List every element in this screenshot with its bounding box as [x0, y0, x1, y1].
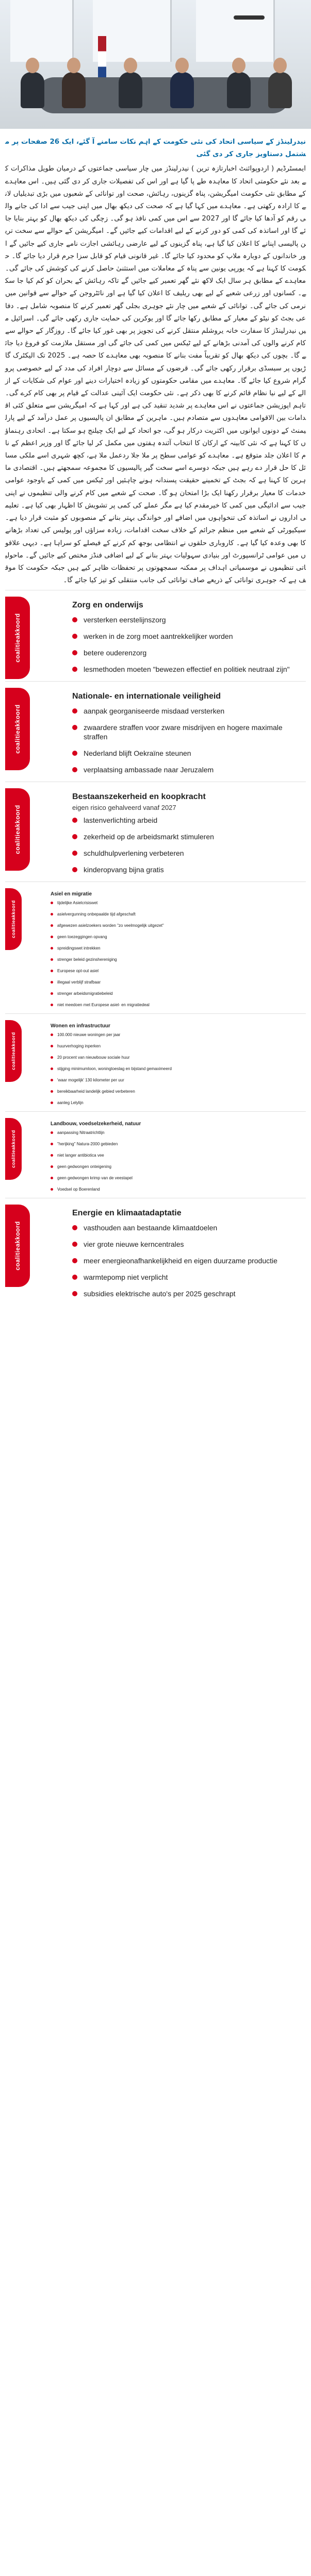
coalition-tab [5, 1118, 22, 1180]
bullet-icon [51, 1131, 53, 1134]
coalition-tab-label: coalitieakkoord [11, 1032, 16, 1071]
list-item-text: tijdelijke Asielcrisiswet [57, 901, 98, 906]
photo-person [227, 72, 251, 108]
bullet-icon [51, 1079, 53, 1081]
list-item [72, 632, 306, 641]
card-list [72, 816, 306, 874]
list-item-text: afgewezen asielzoekers worden "zo veelmogelijk uitgezet" [57, 923, 164, 928]
list-item-text: Nederland blijft Oekraïne steunen [84, 749, 191, 758]
coalition-card-zorg [5, 590, 306, 674]
list-item-text: verplaatsing ambassade naar Jeruzalem [84, 766, 214, 774]
bullet-icon [72, 867, 77, 872]
bullet-icon [72, 667, 77, 672]
bullet-icon [51, 1177, 53, 1179]
bullet-icon [51, 1090, 53, 1093]
list-item-text: illegaal verblijf strafbaar [57, 980, 101, 985]
list-item-text: geen gedwongen onteigening [57, 1164, 111, 1170]
list-item [51, 1100, 306, 1106]
list-item [72, 1256, 306, 1265]
article-lead: نیدرلینڈز کے سیاسی اتحاد کی نئی حکومت کے اہم نکات سامنے آ گئے، ایک 26 صفحات پر مشتمل دستاویز جاری کر دی گئی [5, 138, 306, 159]
list-item [51, 1141, 306, 1147]
list-item [72, 816, 306, 825]
bullet-icon [72, 650, 77, 655]
bullet-icon [72, 1275, 77, 1280]
list-item [72, 849, 306, 858]
photo-person [170, 72, 194, 108]
list-item-text: aanpassing Nitraatrichtlijn [57, 1130, 105, 1136]
article [0, 129, 311, 590]
list-item-text: zekerheid op de arbeidsmarkt stimuleren [84, 833, 214, 841]
list-item-text: aanleg Lelylijn [57, 1100, 84, 1106]
card-title: Landbouw, voedselzekerheid, natuur [51, 1121, 141, 1127]
list-item [72, 1289, 306, 1298]
list-item [51, 1032, 306, 1038]
coalition-tab [5, 788, 30, 871]
list-item-text: aanpak georganiseerde misdaad versterken [84, 707, 225, 716]
list-item-text: vier grote nieuwe kerncentrales [84, 1240, 184, 1249]
card-list [51, 1032, 306, 1106]
coalition-tab-label: coalitieakkoord [14, 805, 21, 855]
list-item [72, 749, 306, 758]
list-item [72, 765, 306, 774]
coalition-tab [5, 688, 30, 770]
list-item-text: strenger beleid gezinshereniging [57, 957, 117, 962]
list-item [51, 1153, 306, 1158]
list-item-text: Europese opt-out asiel [57, 969, 99, 974]
coalition-tab-label: coalitieakkoord [11, 900, 16, 939]
card-title: Nationale- en internationale veiligheid [72, 692, 221, 701]
list-item [72, 1273, 306, 1282]
list-item-text: Voedsel op Boerenland [57, 1187, 100, 1192]
list-item [51, 979, 306, 985]
list-item [72, 615, 306, 624]
list-item-text: kinderopvang bijna gratis [84, 866, 164, 874]
list-item-text: niet langer antibiotica vee [57, 1153, 104, 1158]
bullet-icon [51, 913, 53, 916]
coalition-tab-label: coalitieakkoord [11, 1130, 16, 1168]
photo-head [273, 58, 287, 73]
card-content [51, 891, 306, 1008]
card-title: Energie en klimaatadaptatie [72, 1209, 182, 1218]
bullet-icon [51, 981, 53, 984]
bullet-icon [51, 1004, 53, 1006]
card-list [51, 1130, 306, 1192]
bullet-icon [51, 1154, 53, 1157]
list-item [51, 1089, 306, 1094]
list-item-text: lastenverlichting arbeid [84, 816, 158, 825]
card-list [72, 615, 306, 674]
card-title: Zorg en onderwijs [72, 601, 143, 610]
list-item [51, 1175, 306, 1181]
list-item [72, 648, 306, 657]
list-item [51, 1077, 306, 1083]
list-item-text: 100.000 nieuwe woningen per jaar [57, 1032, 121, 1038]
list-item-text: bereikbaarheid landelijk gebied verbeteren [57, 1089, 135, 1094]
list-item-text: zwaardere straffen voor zware misdrijven en hogere maximale straffen [84, 723, 283, 741]
card-subtitle: eigen risico gehalveerd vanaf 2027 [72, 804, 176, 812]
card-content [51, 1121, 306, 1192]
list-item-text: geen gedwongen krimp van de veestapel [57, 1176, 133, 1181]
bullet-icon [72, 1291, 77, 1296]
coalition-card-wonen [5, 1013, 306, 1106]
list-item [72, 1223, 306, 1232]
photo-window [10, 0, 74, 62]
coalition-tab-label: coalitieakkoord [14, 704, 21, 754]
bullet-icon [51, 924, 53, 927]
coalition-tab-label: coalitieakkoord [14, 1221, 21, 1271]
photo-flag [98, 36, 106, 82]
list-item [51, 1043, 306, 1049]
photo-head [175, 58, 189, 73]
card-title: Wonen en infrastructuur [51, 1023, 110, 1029]
bullet-icon [72, 725, 77, 730]
bullet-icon [51, 936, 53, 938]
list-item-text: "herijking" Natura-2000 gebieden [57, 1142, 118, 1147]
list-item-text: stijging minimumloon, woningtoeslag en bijstand gemaximeerd [57, 1066, 172, 1072]
bullet-icon [72, 1225, 77, 1230]
photo-head [124, 58, 137, 73]
coalition-tab-label: coalitieakkoord [14, 613, 21, 663]
photo-head [232, 58, 245, 73]
list-item [72, 865, 306, 874]
bullet-icon [51, 1033, 53, 1036]
photo-head [26, 58, 39, 73]
list-item [51, 1187, 306, 1192]
bullet-icon [72, 1242, 77, 1247]
card-list [72, 1223, 306, 1298]
card-content [72, 601, 306, 674]
photo-head [67, 58, 80, 73]
coalition-card-asiel [5, 882, 306, 1008]
bullet-icon [51, 1165, 53, 1168]
list-item-text: strenger arbeidsmigratiebeleid [57, 991, 113, 996]
list-item [72, 1240, 306, 1249]
bullet-icon [72, 708, 77, 714]
bullet-icon [72, 818, 77, 823]
coalition-tab [5, 1020, 22, 1082]
coalition-tab [5, 1205, 30, 1287]
coalition-tab [5, 597, 30, 679]
bullet-icon [72, 617, 77, 622]
list-item [72, 706, 306, 716]
coalition-card-bestaanszekerheid [5, 782, 306, 874]
bullet-icon [51, 992, 53, 995]
list-item-text: meer energieonafhankelijkheid en eigen duurzame productie [84, 1257, 277, 1265]
bullet-icon [72, 834, 77, 839]
list-item-text: huurverhoging inperken [57, 1044, 101, 1049]
coalition-card-veiligheid [5, 681, 306, 774]
bullet-icon [72, 634, 77, 639]
bullet-icon [51, 1056, 53, 1059]
list-item-text: 'waar mogelijk' 130 kilometer per uur [57, 1078, 124, 1083]
article-photo [0, 0, 311, 129]
list-item-text: subsidies elektrische auto's per 2025 geschrapt [84, 1290, 236, 1298]
list-item [51, 911, 306, 917]
bullet-icon [72, 1258, 77, 1263]
photo-lamp [234, 15, 265, 20]
bullet-icon [72, 767, 77, 772]
list-item-text: betere ouderenzorg [84, 649, 147, 657]
list-item [51, 1002, 306, 1008]
list-item [51, 900, 306, 906]
bullet-icon [72, 751, 77, 756]
photo-person [62, 72, 86, 108]
bullet-icon [51, 902, 53, 904]
bullet-icon [51, 947, 53, 950]
list-item [51, 1055, 306, 1060]
photo-person [21, 72, 44, 108]
coalition-tab [5, 888, 22, 950]
card-list [72, 706, 306, 774]
list-item-text: versterken eerstelijnszorg [84, 616, 166, 624]
list-item-text: asielvergunning onbepaalde tijd afgeschaft [57, 912, 136, 917]
list-item [51, 968, 306, 974]
list-item-text: lesmethoden moeten "bewezen effectief en politiek neutraal zijn" [84, 665, 290, 674]
card-content [72, 792, 306, 874]
card-content [72, 1209, 306, 1298]
list-item [51, 934, 306, 940]
article-body: ایمسٹرڈیم ( اردوپوائنٹ اخبارتازہ ترین ) نیدرلینڈز میں چار سیاسی جماعتوں کے درمیان طویل مذاکرات کے بعد نئے حکومتی اتحاد کا معاہدہ طے پا گیا ہے اور اس کی تفصیلات جاری کر دی گئی ہیں۔ اس معاہدے کے مطابق نئی حکومت امیگریشن، پناہ گزینوں، رہائش، صحت اور توانائی کے شعبوں میں بڑی تبدیلیاں لانے کا ارادہ رکھتی ہے۔ معاہدے میں کہا گیا ہے کہ صحت کی دیکھ بھال میں اپنی جیب سے ادا کی جانے والی رقم کو آدھا کیا جائے گا اور 2027 سے اس میں کمی نافذ ہو گی۔ زچگی کی دیکھ بھال کو بہتر بنایا جائے گا اور اساتذہ کی کمی کو دور کرنے کے لیے اقدامات کیے جائیں گے۔ امیگریشن کے حوالے سے سخت ترین پالیسی اپنانے کا اعلان کیا گیا ہے، پناہ گزینوں کے لیے عارضی رہائشی اجازت نامے جاری کیے جائیں گے اور خاندانوں کے دوبارہ ملاپ کو محدود کیا جائے گا۔ غیر قانونی قیام کو قابل سزا جرم قرار دیا جائے گا۔ حکومت کا کہنا ہے کہ یورپی یونین سے پناہ کے معاملات میں استثنیٰ حاصل کرنے کی کوشش کی جائے گی۔ معاہدے کے مطابق ہر سال ایک لاکھ نئے گھر تعمیر کیے جائیں گے تاکہ رہائش کے بحران کو کم کیا جا سکے۔ کسانوں اور زرعی شعبے کے لیے بھی ریلیف کا اعلان کیا گیا ہے اور نائٹروجن کے حوالے سے قوانین میں نرمی کی جائے گی۔ توانائی کے شعبے میں چار نئے جوہری بجلی گھر تعمیر کرنے کا منصوبہ شامل ہے۔ دفاعی بجٹ کو نیٹو کے معیار کے مطابق رکھا جائے گا اور یوکرین کی حمایت جاری رکھی جائے گی۔ اسرائیل میں نیدرلینڈز کا سفارت خانہ یروشلم منتقل کرنے کی تجویز پر بھی غور کیا جائے گا۔ روزگار کے حوالے سے کام کرنے والوں کی آمدنی بڑھانے کے لیے ٹیکس میں کمی کی جائے گی اور مستقل ملازمت کو فروغ دیا جائے گا۔ بچوں کی دیکھ بھال کو تقریباً مفت بنانے کا منصوبہ بھی معاہدے کا حصہ ہے۔ 2025 تک الیکٹرک گاڑیوں پر سبسڈی برقرار رکھی جائے گی۔ قرضوں کے مسائل سے دوچار افراد کی مدد کے لیے خصوصی پروگرام شروع کیا جائے گا۔ معاہدے میں مقامی حکومتوں کو زیادہ اختیارات دینے اور عوام کی شکایات کے ازالے کے لیے نیا نظام قائم کرنے کا بھی ذکر ہے۔ نئی حکومت ایک آئینی عدالت کے قیام پر بھی کام کرے گی۔ تاہم اپوزیشن جماعتوں نے اس معاہدے پر شدید تنقید کی ہے اور کہا ہے کہ امیگریشن سے متعلق کئی اقدامات بین الاقوامی معاہدوں سے متصادم ہیں۔ ماہرین کے مطابق ان پالیسیوں پر عمل درآمد کے لیے پارلیمنٹ کے دونوں ایوانوں میں اکثریت درکار ہو گی، جو اتحاد کے لیے ایک چیلنج ہو سکتا ہے۔ اتحادی رہنماؤں کا کہنا ہے کہ نئی کابینہ کے ارکان کا انتخاب آئندہ ہفتوں میں مکمل کر لیا جائے گا اور وزیر اعظم کے نام کا اعلان جلد متوقع ہے۔ معاہدے کو عوامی سطح پر ملا جلا ردعمل ملا ہے، کچھ شہری اسے ملکی مسائل کا حل قرار دے رہے ہیں جبکہ دوسرے اسے سخت گیر پالیسیوں کا مجموعہ سمجھتے ہیں۔ اقتصادی ماہرین کا کہنا ہے کہ بجٹ کے تخمینے حقیقت پسندانہ ہونے چاہئیں اور ٹیکس میں کمی کے باوجود عوامی خدمات کا معیار برقرار رکھنا ایک بڑا امتحان ہو گا۔ صحت کے شعبے میں کام کرنے والی تنظیموں نے اپنی جیب سے ادائیگی میں کمی کا خیرمقدم کیا ہے مگر عملے کی کمی پر تشویش کا اظہار بھی کیا ہے۔ تعلیمی اداروں نے اساتذہ کی تنخواہوں میں اضافے اور خواندگی بہتر بنانے کے منصوبوں کو مثبت قرار دیا ہے۔ سیکیورٹی کے شعبے میں منظم جرائم کے خلاف سخت اقدامات، زیادہ سزاؤں اور پولیس کی تعداد بڑھانے کا بھی وعدہ کیا گیا ہے۔ کاروباری حلقوں نے انتظامی بوجھ کم کرنے کے فیصلے کو سراہا ہے۔ دیہی علاقوں میں عوامی ٹرانسپورٹ اور بنیادی سہولیات بہتر بنانے کے لیے اضافی فنڈز مختص کیے جائیں گے۔ ماحولیاتی تنظیموں نے موسمیاتی اہداف پر ممکنہ سمجھوتوں پر تحفظات ظاہر کیے ہیں جبکہ حکومت کا موقف ہے کہ جوہری توانائی کے ذریعے صاف توانائی کی جانب منتقلی کو تیز کیا جائے گا۔ [5, 165, 306, 585]
bullet-icon [51, 1067, 53, 1070]
card-list [51, 900, 306, 1008]
card-title: Bestaanszekerheid en koopkracht [72, 792, 206, 802]
list-item-text: vasthouden aan bestaande klimaatdoelen [84, 1224, 218, 1232]
list-item [72, 832, 306, 841]
list-item [51, 1066, 306, 1072]
list-item-text: werken in de zorg moet aantrekkelijker worden [84, 632, 233, 641]
bullet-icon [51, 1143, 53, 1145]
list-item-text: niet meedoen met Europese asiel- en migratiedeal [57, 1003, 150, 1008]
bullet-icon [51, 1045, 53, 1047]
list-item [51, 1130, 306, 1136]
bullet-icon [72, 851, 77, 856]
card-content [51, 1023, 306, 1106]
list-item [51, 991, 306, 996]
card-title: Asiel en migratie [51, 891, 92, 897]
coalition-card-energie [5, 1198, 306, 1298]
list-item [72, 723, 306, 741]
list-item [72, 665, 306, 674]
list-item-text: warmtepomp niet verplicht [84, 1273, 168, 1282]
list-item [51, 957, 306, 962]
bullet-icon [51, 1188, 53, 1191]
list-item-text: 20 procent van nieuwbouw sociale huur [57, 1055, 130, 1060]
photo-person [268, 72, 292, 108]
list-item-text: schuldhulpverlening verbeteren [84, 849, 184, 858]
photo-window [196, 0, 275, 62]
card-content [72, 692, 306, 774]
bullet-icon [51, 958, 53, 961]
bullet-icon [51, 970, 53, 972]
photo-person [119, 72, 142, 108]
coalition-cards [0, 590, 311, 1298]
bullet-icon [51, 1101, 53, 1104]
list-item-text: spreidingswet intrekken [57, 946, 101, 951]
list-item [51, 945, 306, 951]
list-item [51, 923, 306, 928]
coalition-card-landbouw [5, 1111, 306, 1192]
list-item-text: geen toezeggingen opvang [57, 935, 107, 940]
list-item [51, 1164, 306, 1170]
